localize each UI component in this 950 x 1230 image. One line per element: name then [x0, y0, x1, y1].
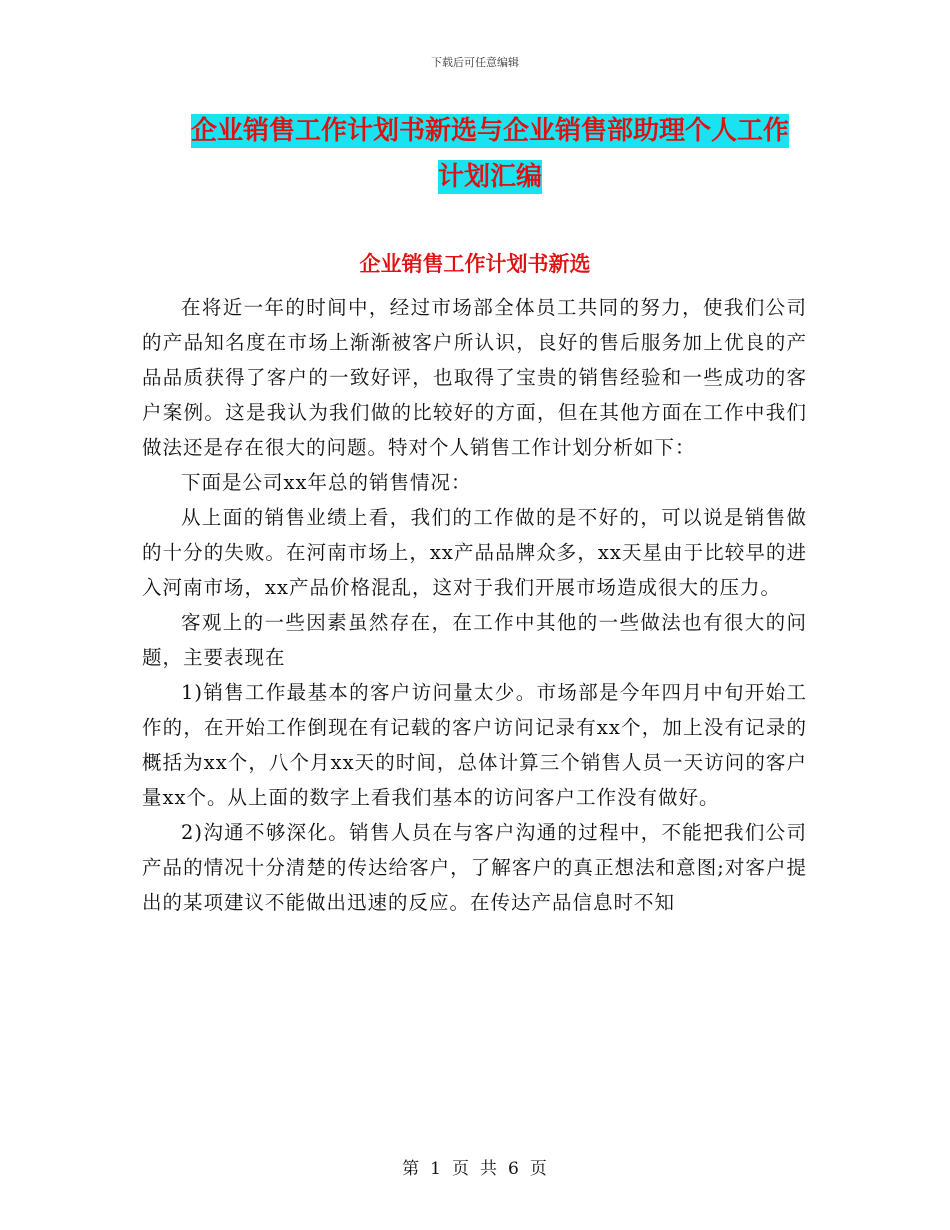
footer-total-pages: 6 [508, 1159, 520, 1179]
footer-page-number: 1 [430, 1159, 442, 1179]
document-title-line1: 企业销售工作计划书新选与企业销售部助理个人工作 [190, 116, 789, 146]
paragraph: 客观上的一些因素虽然存在，在工作中其他的一些做法也有很大的问题，主要表现在 [142, 611, 807, 669]
footer-total-unit: 页 [529, 1159, 548, 1179]
paragraph: 下面是公司xx年总的销售情况： [181, 471, 472, 494]
footer-page-unit: 页 [452, 1159, 470, 1179]
footer-prefix: 第 [402, 1159, 421, 1179]
page-header-note: 下载后可任意编辑 [431, 56, 519, 69]
paragraph: 1)销售工作最基本的客户访问量太少。市场部是今年四月中旬开始工作的，在开始工作倒现在有记载的客户访问记录有xx个，加上没有记录的概括为xx个，八个月xx天的时间，总体计算三个销售人员一天访问的客户量xx个。从上面的数字上看我们基本的访问客户工作没有做好。 [142, 681, 807, 809]
section-title: 企业销售工作计划书新选 [359, 252, 591, 276]
paragraph: 从上面的销售业绩上看，我们的工作做的是不好的，可以说是销售做的十分的失败。在河南市场上，xx产品品牌众多，xx天星由于比较早的进入河南市场，xx产品价格混乱，这对于我们开展市场造成很大的压力。 [142, 506, 807, 599]
paragraph: 在将近一年的时间中，经过市场部全体员工共同的努力，使我们公司的产品知名度在市场上渐渐被客户所认识，良好的售后服务加上优良的产品品质获得了客户的一致好评，也取得了宝贵的销售经验和一些成功的客户案例。这是我认为我们做的比较好的方面，但在其他方面在工作中我们做法还是存在很大的问题。特对个人销售工作计划分析如下： [142, 296, 807, 459]
paragraph: 2)沟通不够深化。销售人员在与客户沟通的过程中，不能把我们公司产品的情况十分清楚的传达给客户，了解客户的真正想法和意图;对客户提出的某项建议不能做出迅速的反应。在传达产品信息时不知 [142, 821, 807, 914]
document-title [140, 108, 840, 200]
footer-total-prefix: 共 [480, 1159, 498, 1179]
document-title-line2: 计划汇编 [437, 162, 542, 192]
page-footer [0, 1154, 950, 1179]
document-body [142, 290, 807, 920]
